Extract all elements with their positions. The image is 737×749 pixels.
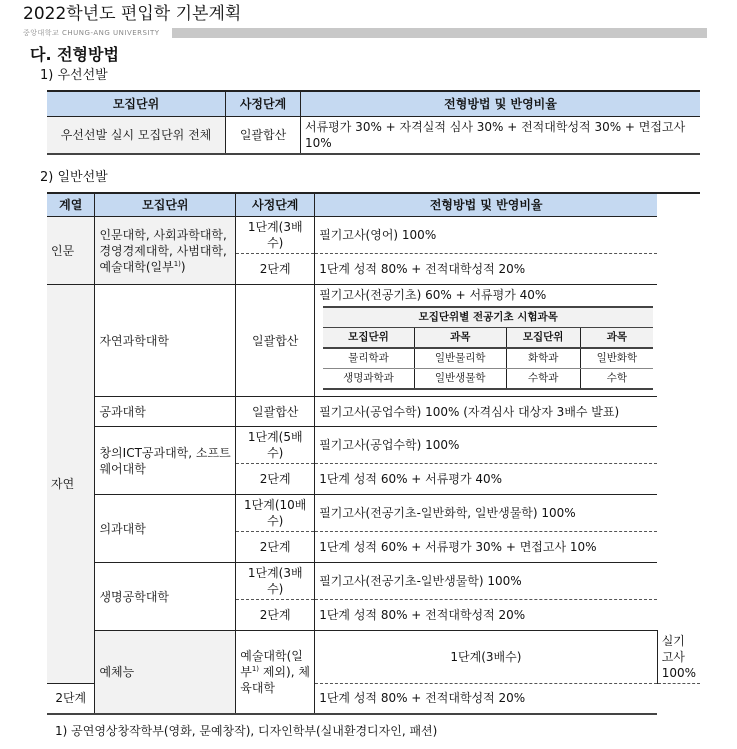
cell: 수학 — [580, 369, 653, 390]
cell: 화학과 — [506, 348, 580, 369]
unit-cell: 의과대학 — [95, 495, 236, 563]
unit-cell: 자연과학대학 — [95, 285, 236, 397]
stage-cell: 1단계(10배수) — [236, 495, 315, 532]
section-heading: 다. 전형방법 — [30, 45, 119, 64]
unit-cell: 창의ICT공과대학, 소프트웨어대학 — [95, 427, 236, 495]
page-title: 2022학년도 편입학 기본계획 — [23, 4, 242, 24]
method-cell: 필기고사(영어) 100% — [315, 217, 658, 254]
general-table — [47, 192, 700, 716]
stage-cell: 2단계 — [236, 254, 315, 285]
col-header: 전형방법 및 반영비율 — [301, 91, 701, 116]
general-heading: 2) 일반선발 — [40, 169, 108, 185]
cell: 서류평가 30% + 자격실적 심사 30% + 전적대학성적 30% + 면접고사 10% — [301, 116, 701, 154]
stage-cell: 1단계(3배수) — [315, 631, 658, 684]
priority-heading: 1) 우선선발 — [40, 68, 108, 83]
cell: 일반물리학 — [414, 348, 506, 369]
method-cell: 1단계 성적 80% + 전적대학성적 20% — [315, 254, 658, 285]
col-header: 모집단위 — [506, 328, 580, 349]
method-cell: 1단계 성적 80% + 전적대학성적 20% — [315, 600, 658, 631]
col-header: 사정단계 — [236, 193, 315, 217]
stage-cell: 1단계(5배수) — [236, 427, 315, 464]
stage-cell: 일괄합산 — [236, 285, 315, 397]
stage-cell: 1단계(3배수) — [236, 563, 315, 600]
cell: 우선선발 실시 모집단위 전체 — [47, 116, 226, 154]
cell: 일반생물학 — [414, 369, 506, 390]
field-cell: 자연 — [47, 285, 95, 684]
col-header: 사정단계 — [226, 91, 301, 116]
university-logo-text: 중앙대학교 CHUNG-ANG UNIVERSITY — [23, 29, 160, 37]
cell: 수학과 — [506, 369, 580, 390]
method-cell: 필기고사(전공기초-일반생물학) 100% — [315, 563, 658, 600]
stage-cell: 2단계 — [236, 464, 315, 495]
stage-cell: 2단계 — [236, 600, 315, 631]
cell: 일괄합산 — [226, 116, 301, 154]
field-cell: 예체능 — [95, 631, 236, 715]
footnote: 1) 공연영상창작학부(영화, 문예창작), 디자인학부(실내환경디자인, 패션) — [55, 724, 438, 738]
col-header: 모집단위 — [323, 328, 414, 349]
cell: 생명과학과 — [323, 369, 414, 390]
stage-cell: 2단계 — [236, 532, 315, 563]
method-text: 필기고사(전공기초) 60% + 서류평가 40% — [319, 288, 547, 302]
subtable-caption: 모집단위별 전공기초 시험과목 — [323, 307, 653, 328]
col-header: 전형방법 및 반영비율 — [315, 193, 658, 217]
method-cell — [315, 285, 658, 397]
method-cell: 필기고사(공업수학) 100% — [315, 427, 658, 464]
unit-cell: 공과대학 — [95, 397, 236, 427]
col-header: 모집단위 — [47, 91, 226, 116]
method-cell: 필기고사(전공기초-일반화학, 일반생물학) 100% — [315, 495, 658, 532]
stage-cell: 2단계 — [47, 683, 95, 714]
subject-table — [323, 306, 653, 390]
header-bar — [172, 28, 707, 38]
col-header: 과목 — [414, 328, 506, 349]
cell: 일반화학 — [580, 348, 653, 369]
unit-cell: 생명공학대학 — [95, 563, 236, 631]
brand-row — [23, 27, 737, 39]
unit-cell: 인문대학, 사회과학대학, 경영경제대학, 사범대학, 예술대학(일부$^{1)}$) — [95, 217, 236, 285]
stage-cell: 일괄합산 — [236, 397, 315, 427]
method-cell: 필기고사(공업수학) 100% (자격심사 대상자 3배수 발표) — [315, 397, 658, 427]
method-cell: 1단계 성적 80% + 전적대학성적 20% — [315, 683, 658, 714]
method-cell: 실기고사 100% — [657, 631, 700, 684]
col-header: 과목 — [580, 328, 653, 349]
stage-cell: 1단계(3배수) — [236, 217, 315, 254]
priority-table — [47, 90, 700, 155]
cell: 물리학과 — [323, 348, 414, 369]
col-header: 모집단위 — [95, 193, 236, 217]
field-cell: 인문 — [47, 217, 95, 285]
unit-cell: 예술대학(일부$^{1)}$ 제외), 체육대학 — [236, 631, 315, 715]
method-cell: 1단계 성적 60% + 서류평가 30% + 면접고사 10% — [315, 532, 658, 563]
method-cell: 1단계 성적 60% + 서류평가 40% — [315, 464, 658, 495]
col-header: 계열 — [47, 193, 95, 217]
